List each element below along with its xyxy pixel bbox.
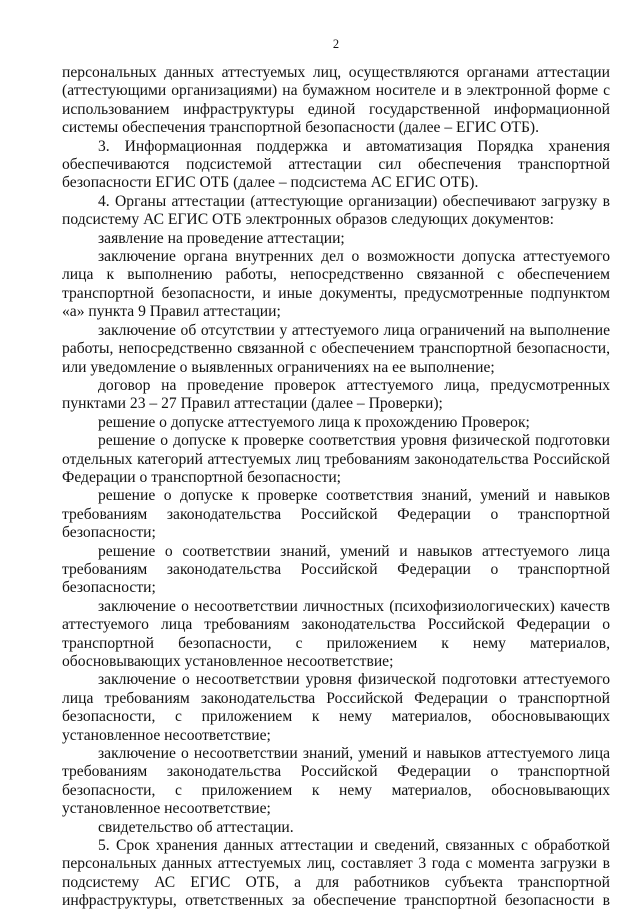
list-item: заключение о несоответствии уровня физической подготовки аттестуемого лица требованиям законодательства Российской Федерации о транспортной безопасности, с приложением к нему материалов, обосновывающих установленное несоответствие;	[62, 671, 610, 744]
list-item: решение о допуске к проверке соответствия знаний, умений и навыков требованиям законодательства Российской Федерации о транспортной безопасности;	[62, 487, 610, 542]
list-item: свидетельство об аттестации.	[98, 818, 294, 836]
list-item: решение о соответствии знаний, умений и навыков аттестуемого лица требованиям законодательства Российской Федерации о транспортной безопасности;	[62, 542, 610, 597]
list-item: заявление на проведение аттестации;	[98, 229, 345, 247]
list-item: решение о допуске аттестуемого лица к прохождению Проверок;	[98, 413, 530, 431]
list-item: заключение о несоответствии знаний, умений и навыков аттестуемого лица требованиям законодательства Российской Федерации о транспортной безопасности, с приложением к нему материалов, обосновывающих установленное несоответствие;	[62, 745, 610, 818]
list-item: заключение об отсутствии у аттестуемого лица ограничений на выполнение работы, непосредственно связанной с обеспечением транспортной безопасности, или уведомление о выявленных ограничениях на ее выполнение;	[62, 321, 610, 376]
page-number: 2	[332, 37, 340, 51]
paragraph-continuation: персональных данных аттестуемых лиц, осуществляются органами аттестации (аттестующими организациями) на бумажном носителе и в электронной форме с использованием инфраструктуры единой государственной информационной системы обеспечения транспортной безопасности (далее – ЕГИС ОТБ).	[62, 64, 610, 137]
paragraph-item-4: 4. Органы аттестации (аттестующие организации) обеспечивают загрузку в подсистему АС ЕГИС ОТБ электронных образов следующих документов:	[62, 192, 610, 229]
list-item: решение о допуске к проверке соответствия уровня физической подготовки отдельных категорий аттестуемых лиц требованиям законодательства Российской Федерации о транспортной безопасности;	[62, 432, 610, 486]
list-item: заключение о несоответствии личностных (психофизиологических) качеств аттестуемого лица требованиям законодательства Российской Федерации о транспортной безопасности, с приложением к нему материалов, обосновывающих установленное несоответствие;	[62, 597, 610, 670]
document-body	[62, 64, 610, 911]
list-item: договор на проведение проверок аттестуемого лица, предусмотренных пунктами 23 – 27 Правил аттестации (далее – Проверки);	[62, 376, 610, 413]
paragraph-item-5: 5. Срок хранения данных аттестации и сведений, связанных с обработкой персональных данных аттестуемых лиц, составляет 3 года с момента загрузки в подсистему АС ЕГИС ОТБ, а для работников субъекта транспортной инфраструктуры, ответственных за обеспечение транспортной безопасности в	[62, 837, 610, 910]
list-item: заключение органа внутренних дел о возможности допуска аттестуемого лица к выполнению работы, непосредственно связанной с обеспечением транспортной безопасности, и иные документы, предусмотренные подпунктом «а» пункта 9 Правил аттестации;	[62, 248, 610, 321]
paragraph-item-3: 3. Информационная поддержка и автоматизация Порядка хранения обеспечиваются подсистемой аттестации сил обеспечения транспортной безопасности ЕГИС ОТБ (далее – подсистема АС ЕГИС ОТБ).	[62, 137, 610, 192]
